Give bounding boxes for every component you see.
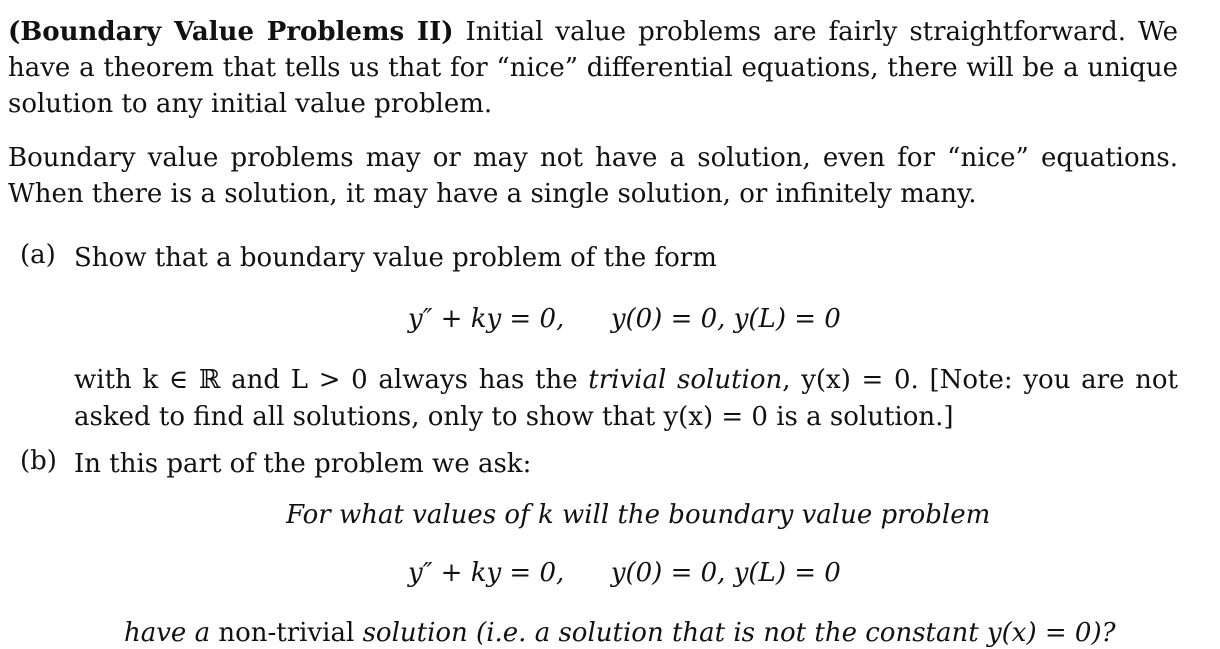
intro-paragraph [8,14,1178,122]
part-a-equation [408,304,841,334]
part-b-question: For what values of k will the boundary value problem [286,500,991,530]
problem-heading: (Boundary Value Problems II) [8,17,454,47]
second-paragraph: Boundary value problems may or may not have a solution, even for “nice” equations. When there is a solution, it may have a single solution, or infinitely many. [8,143,1178,209]
part-b-equation [408,558,841,588]
part-a-equation-ode: y″ + ky = 0, [408,304,565,334]
part-a-prompt: Show that a boundary value problem of the form [74,243,717,273]
part-a-label: (a) [20,240,56,270]
part-b-q2-a: have a [124,618,219,648]
part-a-statement-1: with k ∈ ℝ and L > 0 always has the [74,365,589,395]
part-b-q2-b: non-trivial [218,618,355,648]
part-b-equation-ode: y″ + ky = 0, [408,558,565,588]
part-b-prompt: In this part of the problem we ask: [74,449,532,479]
part-a-statement-2: , y(x) = 0. [Note: you are not asked to find all solutions, only to show that y(x) = 0 is a solution.] [74,365,1178,432]
trivial-solution-emphasis: trivial solution [588,365,783,395]
part-a-equation-bc: y(0) = 0, y(L) = 0 [610,304,841,334]
part-b-q2-c: solution (i.e. a solution that is not the constant y(x) = 0)? [354,618,1116,648]
part-b-equation-bc: y(0) = 0, y(L) = 0 [610,558,841,588]
part-a-statement [74,362,1178,436]
part-b-question-end [124,618,1116,648]
part-b-label: (b) [20,446,57,476]
intro-text: Initial value problems are fairly straightforward. We have a theorem that tells us that for “nice” differential equations, there will be a unique solution to any initial value problem. [8,17,1178,119]
